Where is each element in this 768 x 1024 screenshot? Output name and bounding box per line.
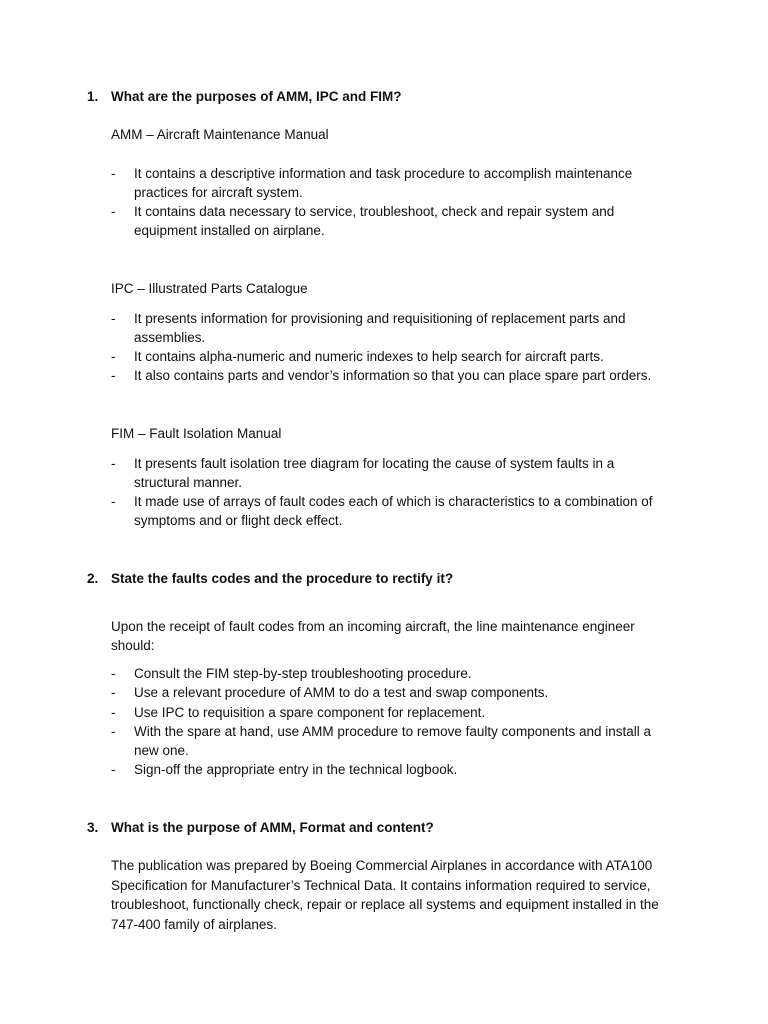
procedure-bullet-5: Sign-off the appropriate entry in the technical logbook. [134,762,458,777]
bullet-marker: - [111,685,116,700]
amm-bullet-1-line-1: It contains a descriptive information and task procedure to accomplish maintenance [134,166,633,181]
fim-bullet-2-line-1: It made use of arrays of fault codes each of which is characteristics to a combination of [134,494,653,509]
ipc-bullet-1-line-2: assemblies. [134,330,206,345]
bullet-marker: - [111,494,116,509]
question-3-paragraph-line-2: Specification for Manufacturer’s Technical Data. It contains information required to service, [111,878,651,893]
question-1-title: What are the purposes of AMM, IPC and FIM? [111,89,402,104]
ipc-heading: IPC – Illustrated Parts Catalogue [111,281,308,296]
question-3-paragraph-line-1: The publication was prepared by Boeing Commercial Airplanes in accordance with ATA100 [111,858,653,873]
bullet-marker: - [111,204,116,219]
procedure-bullet-4-line-1: With the spare at hand, use AMM procedure to remove faulty components and install a [134,724,652,739]
bullet-marker: - [111,762,116,777]
question-3-paragraph-line-4: 747-400 family of airplanes. [111,917,277,932]
procedure-bullet-1: Consult the FIM step-by-step troubleshooting procedure. [134,666,472,681]
bullet-marker: - [111,666,116,681]
amm-heading: AMM – Aircraft Maintenance Manual [111,127,329,142]
question-3-paragraph-line-3: troubleshoot, functionally check, repair or replace all systems and equipment installed in the [111,897,659,912]
bullet-marker: - [111,368,116,383]
fim-heading: FIM – Fault Isolation Manual [111,426,282,441]
fim-bullet-2-line-2: symptoms and or flight deck effect. [134,513,343,528]
question-3-title: What is the purpose of AMM, Format and content? [111,820,434,835]
ipc-bullet-2: It contains alpha-numeric and numeric indexes to help search for aircraft parts. [134,349,604,364]
procedure-bullet-3: Use IPC to requisition a spare component for replacement. [134,705,486,720]
question-3-number: 3. [87,820,99,835]
procedure-bullet-2: Use a relevant procedure of AMM to do a test and swap components. [134,685,549,700]
amm-bullet-2-line-2: equipment installed on airplane. [134,223,325,238]
question-2-number: 2. [87,571,99,586]
question-1-number: 1. [87,89,99,104]
fim-bullet-1-line-2: structural manner. [134,475,243,490]
bullet-marker: - [111,311,116,326]
procedure-bullet-4-line-2: new one. [134,743,189,758]
fim-bullet-1-line-1: It presents fault isolation tree diagram for locating the cause of system faults in a [134,456,615,471]
amm-bullet-2-line-1: It contains data necessary to service, troubleshoot, check and repair system and [134,204,615,219]
amm-bullet-1-line-2: practices for aircraft system. [134,185,303,200]
question-2-intro-line-2: should: [111,638,155,653]
ipc-bullet-3: It also contains parts and vendor’s information so that you can place spare part orders. [134,368,652,383]
question-2-title: State the faults codes and the procedure to rectify it? [111,571,454,586]
bullet-marker: - [111,349,116,364]
bullet-marker: - [111,166,116,181]
question-2-intro-line-1: Upon the receipt of fault codes from an incoming aircraft, the line maintenance engineer [111,619,635,634]
bullet-marker: - [111,724,116,739]
bullet-marker: - [111,456,116,471]
bullet-marker: - [111,705,116,720]
ipc-bullet-1-line-1: It presents information for provisioning and requisitioning of replacement parts and [134,311,626,326]
